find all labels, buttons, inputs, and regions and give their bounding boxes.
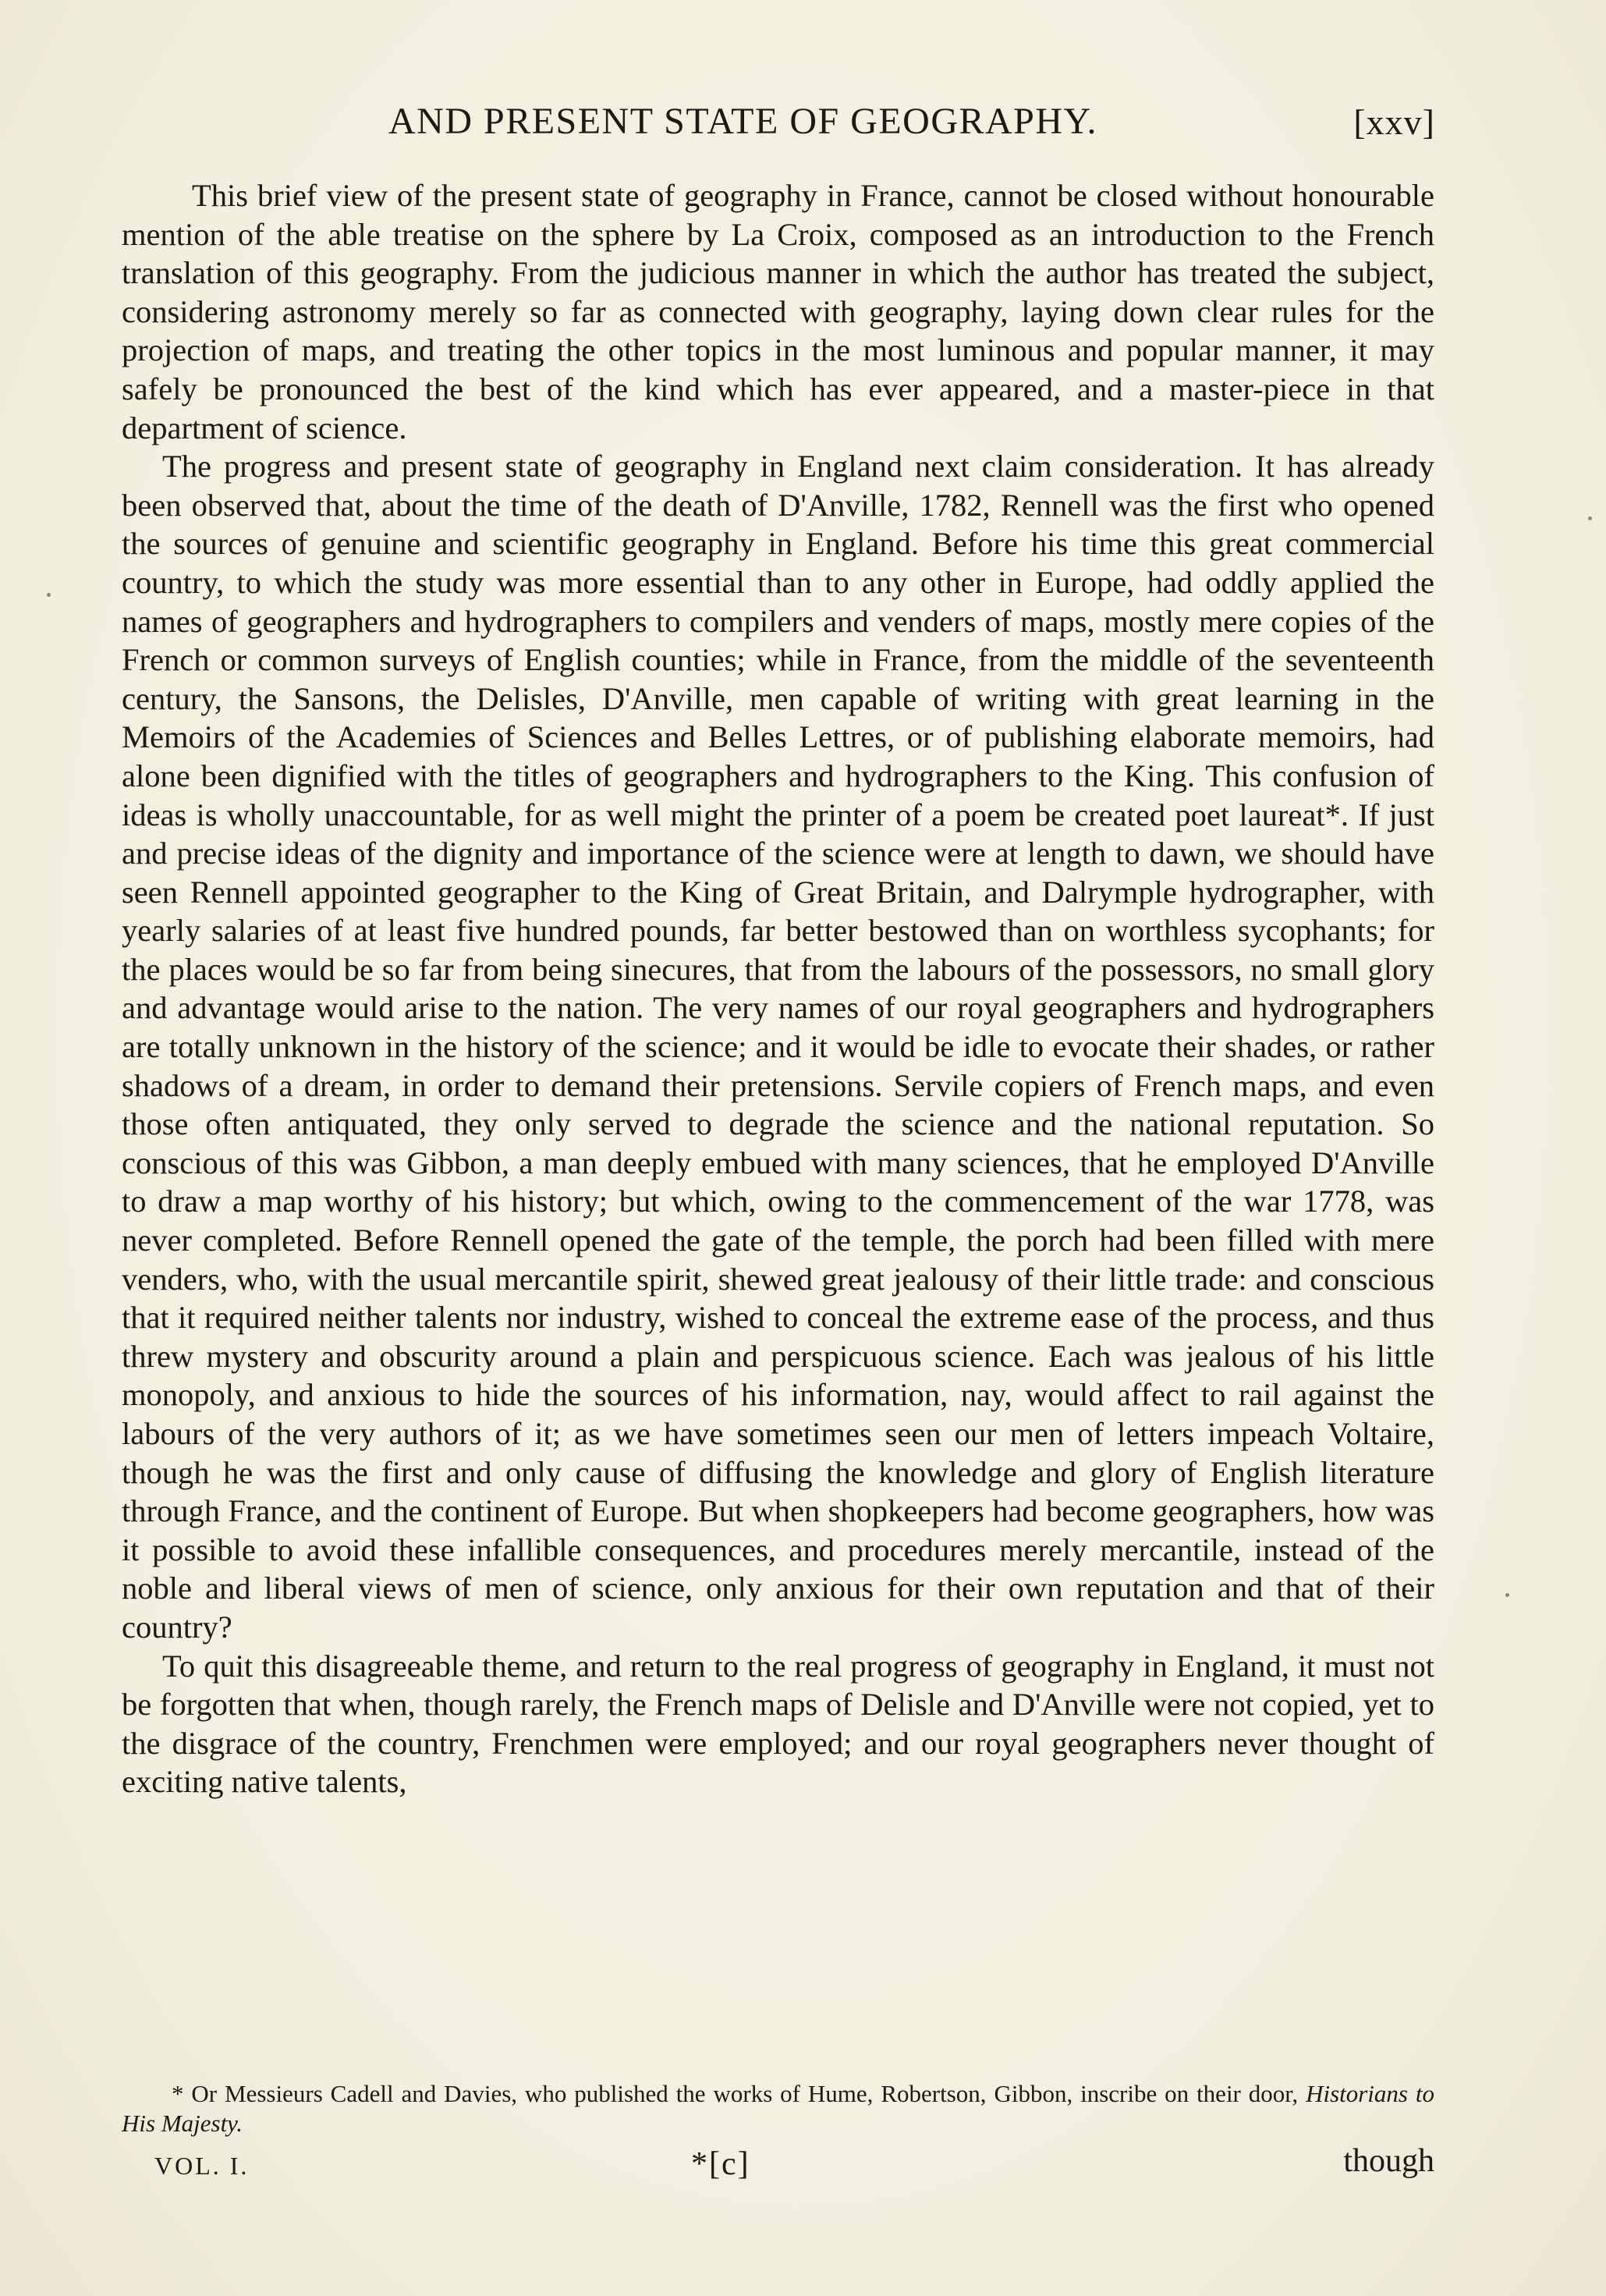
- page-header: [117, 100, 1443, 154]
- footnote: [122, 2079, 1434, 2138]
- page-number: [xxv]: [1353, 102, 1435, 142]
- main-text: [122, 176, 1434, 1801]
- footnote-italic: Historians to His Majesty.: [122, 2080, 1435, 2137]
- paper-speck: [47, 593, 51, 597]
- paper-speck: [1588, 516, 1592, 520]
- footnote-text: * Or Messieurs Cadell and Davies, who published the works of Hume, Robertson, Gibbon, inscribe on their door,: [172, 2080, 1299, 2107]
- footnote-paragraph: [122, 2079, 1434, 2138]
- catchword: though: [1343, 2143, 1434, 2179]
- paragraph-england-progress: The progress and present state of geography in England next claim consideration. It has already been observed that, about the time of the death of D'Anville, 1782, Rennell was the first who opened the sources of genuine and scientific geography in England. Before his time this great commercial country, to which the study was more essential than to any other in Europe, had oddly applied the names of geographers and hydrographers to compilers and venders of maps, mostly mere copies of the French or common surveys of English counties; while in France, from the middle of the seventeenth century, the Sansons, the Delisles, D'Anville, men capable of writing with great learning in the Memoirs of the Academies of Sciences and Belles Lettres, or of publishing elaborate memoirs, had alone been dignified with the titles of geographers and hydrographers to the King. This confusion of ideas is wholly unaccountable, for as well might the printer of a poem be created poet laureat*. If just and precise ideas of the dignity and importance of the science were at length to dawn, we should have seen Rennell appointed geographer to the King of Great Britain, and Dalrymple hydrographer, with yearly salaries of at least five hundred pounds, far better bestowed than on worthless sycophants; for the places would be so far from being sinecures, that from the labours of the possessors, no small glory and advantage would arise to the nation. The very names of our royal geographers and hydrographers are totally unknown in the history of the science; and it would be idle to evocate their shades, or rather shadows of a dream, in order to demand their pretensions. Servile copiers of French maps, and even those often antiquated, they only served to degrade the science and the national reputation. So conscious of this was Gibbon, a man deeply embued with many sciences, that he employed D'Anville to draw a map worthy of his history; but which, owing to the commencement of the war 1778, was never completed. Before Rennell opened the gate of the temple, the porch had been filled with mere venders, who, with the usual mercantile spirit, shewed great jealousy of their little trade: and conscious that it required neither talents nor industry, wished to conceal the extreme ease of the process, and thus threw mystery and obscurity around a plain and perspicuous science. Each was jealous of his little monopoly, and anxious to hide the sources of his information, nay, would affect to rail against the labours of the very authors of it; as we have sometimes seen our men of letters impeach Voltaire, though he was the first and only cause of diffusing the knowledge and glory of English literature through France, and the continent of Europe. But when shopkeepers had become geographers, how was it possible to avoid these infallible consequences, and procedures merely mercantile, instead of the noble and liberal views of men of science, only anxious for their own reputation and that of their country?: [122, 449, 1434, 1645]
- paragraph-france-treatise: This brief view of the present state of geography in France, cannot be closed without honourable mention of the able treatise on the sphere by La Croix, composed as an introduction to the French translation of this geography. From the judicious manner in which the author has treated the subject, considering astronomy merely so far as connected with geography, laying down clear rules for the projection of maps, and treating the other topics in the most luminous and popular manner, it may safely be pronounced the best of the kind which has ever appeared, and a master-piece in that department of science.: [122, 178, 1434, 445]
- paragraph-quit-theme: To quit this disagreeable theme, and return to the real progress of geography in England, it must not be forgotten that when, though rarely, the French maps of Delisle and D'Anville were not copied, yet to the disgrace of the country, Frenchmen were employed; and our royal geographers never thought of exciting native talents,: [122, 1648, 1434, 1800]
- running-title: AND PRESENT STATE OF GEOGRAPHY.: [388, 101, 1097, 142]
- signature-mark: *[c]: [691, 2146, 750, 2182]
- volume-label: VOL. I.: [154, 2152, 250, 2180]
- paper-speck: [1505, 1593, 1509, 1597]
- page-footer: [122, 2142, 1434, 2189]
